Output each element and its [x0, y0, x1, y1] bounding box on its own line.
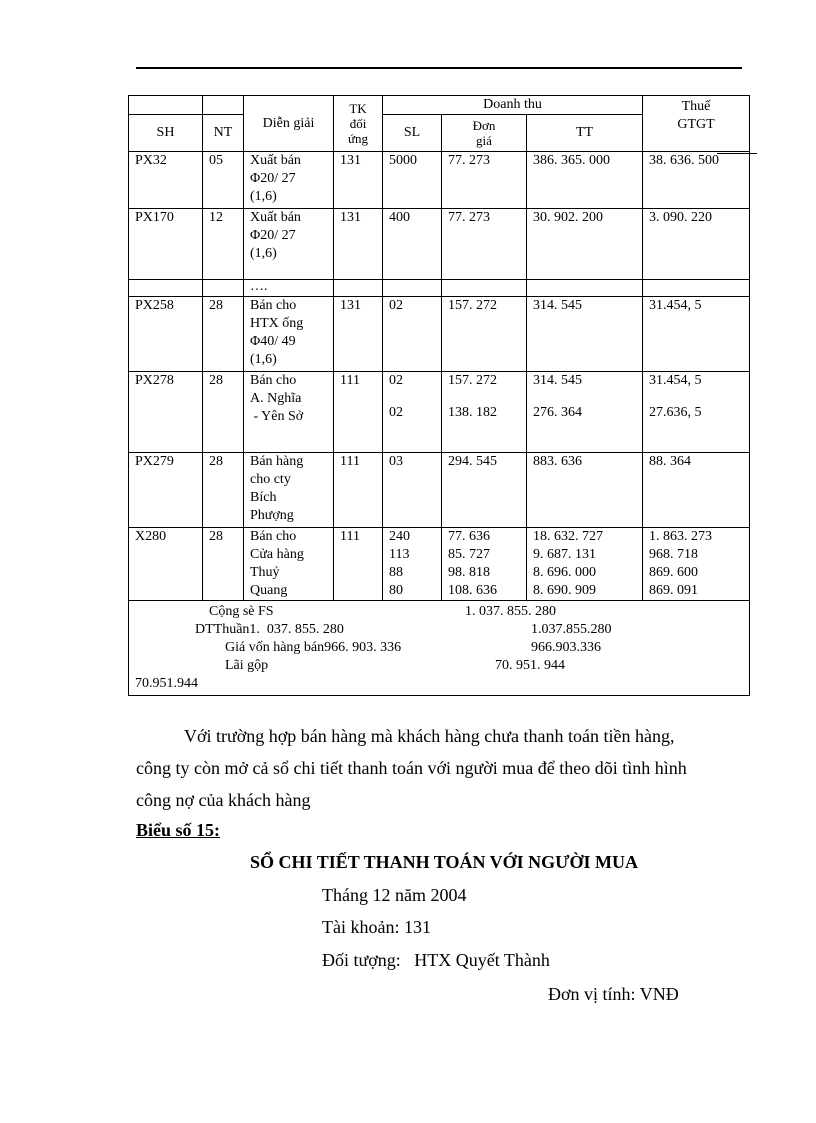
- header-sl: SL: [383, 115, 442, 152]
- dt-thuan-label: DTThuần1. 037. 855. 280: [195, 622, 344, 637]
- header-row-1: [129, 96, 750, 115]
- body-paragraph: Với trường hợp bán hàng mà khách hàng chưa thanh toán tiền hàng, công ty còn mở cả sổ chi tiết thanh toán với người mua để theo dõi tình hình công nợ của khách hàng: [136, 726, 687, 810]
- form-number-label: Biểu số 15:: [136, 820, 221, 840]
- header-dien-giai: Diễn giải: [244, 96, 334, 152]
- summary-row: [129, 601, 750, 696]
- header-rule: [136, 67, 742, 69]
- lai-gop-wrap: 70.951.944: [135, 676, 198, 691]
- header-don-gia: Đơn giá: [442, 115, 527, 152]
- header-tt: TT: [527, 115, 643, 152]
- header-tk-doi-ung: TK đối ứng: [334, 96, 383, 152]
- row-description: Bán hàng cho cty Bích Phượng: [244, 453, 334, 528]
- row-description: Xuất bán Φ20/ 27 (1,6): [244, 209, 334, 280]
- table-row: PX258 28 Bán cho HTX ống Φ40/ 49 (1,6) 131 02 157. 272 314. 545 31.454, 5: [129, 297, 750, 372]
- header-sh: SH: [129, 115, 203, 152]
- table-row: PX279 28 Bán hàng cho cty Bích Phượng 111 03 294. 545 883. 636 88. 364: [129, 453, 750, 528]
- table-stub-line: [717, 153, 757, 154]
- header-nt: NT: [203, 115, 244, 152]
- table-row: PX278 28 Bán cho A. Nghĩa - Yên Sở 111 02 02 157. 272 138. 182 314. 545 276. 364 31.454, 5 27.636, 5: [129, 372, 750, 453]
- form-account: Tài khoản: 131: [322, 917, 431, 937]
- cong-so-label: Cộng sè FS: [209, 604, 274, 619]
- form-month: Tháng 12 năm 2004: [322, 885, 467, 905]
- row-description: Xuất bán Φ20/ 27 (1,6): [244, 152, 334, 209]
- sales-ledger-table: [128, 95, 750, 696]
- header-doanh-thu: Doanh thu: [383, 96, 643, 115]
- summary-cell: [129, 601, 750, 696]
- form-title: SỔ CHI TIẾT THANH TOÁN VỚI NGƯỜI MUA: [250, 852, 638, 872]
- dt-thuan-value: 1.037.855.280: [531, 622, 612, 637]
- table-row-ellipsis: ….: [129, 280, 750, 297]
- header-blank-nt: [203, 96, 244, 115]
- cong-so-value: 1. 037. 855. 280: [465, 604, 556, 619]
- header-thue-gtgt: Thuế GTGT: [643, 96, 750, 152]
- row-description: Bán cho HTX ống Φ40/ 49 (1,6): [244, 297, 334, 372]
- gia-von-label: Giá vốn hàng bán966. 903. 336: [225, 640, 402, 655]
- lai-gop-label: Lãi gộp: [225, 658, 269, 673]
- lai-gop-value: 70. 951. 944: [495, 658, 565, 673]
- table-row: PX170 12 Xuất bán Φ20/ 27 (1,6) 131 400 77. 273 30. 902. 200 3. 090. 220: [129, 209, 750, 280]
- table-row: X280 28 Bán cho Cửa hàng Thuỷ Quang 111 240 113 88 80 77. 636 85. 727 98. 818 108. 636 18. 632. 727 9. 687. 131 8. 696. 000 8. 690. 909 1. 863. 273 968. 718 869. 600 869. 091: [129, 528, 750, 601]
- form-subject: Đối tượng: HTX Quyết Thành: [322, 950, 550, 970]
- table-row: PX32 05 Xuất bán Φ20/ 27 (1,6) 131 5000 77. 273 386. 365. 000 38. 636. 500: [129, 152, 750, 209]
- row-description: Bán cho A. Nghĩa - Yên Sở: [244, 372, 334, 453]
- form-unit: Đơn vị tính: VNĐ: [548, 984, 679, 1004]
- gia-von-value: 966.903.336: [531, 640, 601, 655]
- header-blank-sh: [129, 96, 203, 115]
- row-description: Bán cho Cửa hàng Thuỷ Quang: [244, 528, 334, 601]
